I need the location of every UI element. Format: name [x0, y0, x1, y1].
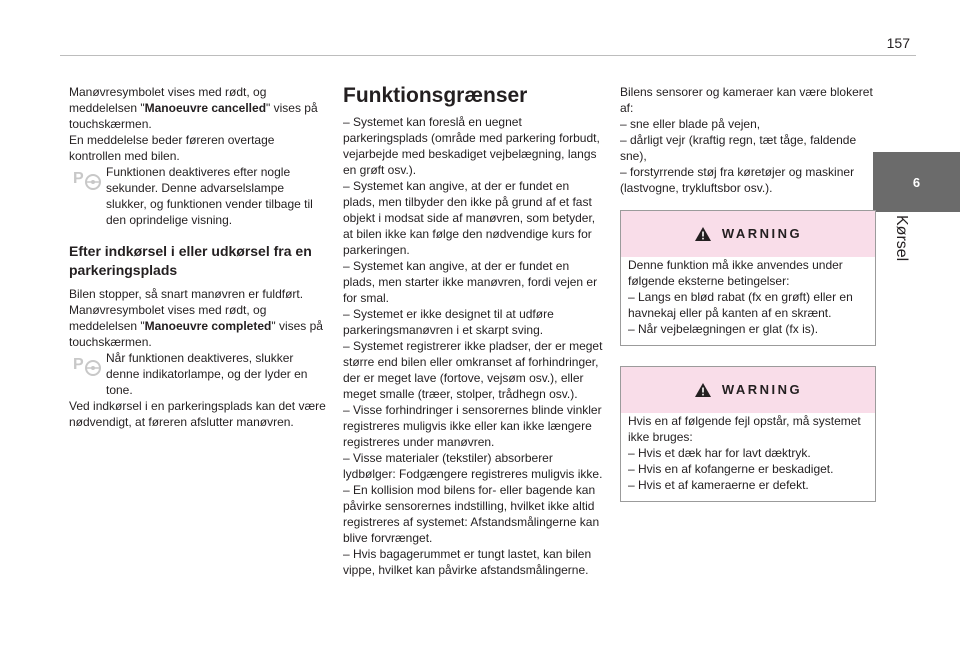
blocked-item: – sne eller blade på vejen, — [620, 117, 761, 131]
section-heading-parking: Efter indkørsel i eller udkørsel fra en parkeringsplads — [69, 243, 312, 278]
limit-item: – Systemet registrerer ikke pladser, der er meget større end bilen eller omkranset af forhindringer, der er meget lave (fortove, vejsøm osv.), eller meget smalle (træer, stolper, trådhegn osv.). — [343, 339, 603, 401]
warning-body — [621, 257, 875, 337]
note-deactivation-text: Funktionen deaktiveres efter nogle sekunder. Denne advarselslampe slukker, og funktionen vender tilbage til den oprindelige visning. — [106, 165, 313, 227]
column-middle — [343, 84, 603, 578]
warning-box-faults — [620, 366, 876, 502]
warning-box-conditions — [620, 210, 876, 346]
note-deactivation — [69, 164, 327, 228]
paragraph-blocked-intro: Bilens sensorer og kameraer kan være blokeret af: — [620, 85, 873, 115]
limit-item: – En kollision mod bilens for- eller bagende kan påvirke sensorernes indstilling, hvilket ikke altid registreres af systemet: Afstandsmålingerne kan blive forvrænget. — [343, 483, 600, 545]
chapter-title: Kørsel — [893, 215, 910, 262]
column-left — [69, 84, 327, 430]
warning-text: Denne funktion må ikke anvendes under følgende eksterne betingelser: — [628, 258, 843, 288]
note-indicator-text: Når funktionen deaktiveres, slukker denne indikatorlampe, og der lyder en tone. — [106, 351, 308, 397]
park-assist-warning-icon — [73, 167, 101, 191]
limit-item: – Hvis bagagerummet er tungt lastet, kan bilen vippe, hvilket kan påvirke afstandsmålingerne. — [343, 547, 592, 577]
paragraph-completed: Manøvresymbolet vises med rødt, og meddelelsen "Manoeuvre completed" vises på touchskærmen. — [69, 303, 323, 349]
warning-triangle-icon — [694, 226, 712, 242]
svg-text:P: P — [73, 356, 84, 373]
column-right — [620, 84, 876, 502]
warning-header — [621, 211, 875, 257]
limit-item: – Visse forhindringer i sensorernes blinde vinkler registreres muligvis ikke eller kan ikke længere registreres under manøvren. — [343, 403, 602, 449]
paragraph-stop: Bilen stopper, så snart manøvren er fuldført. — [69, 287, 304, 301]
note-indicator — [69, 350, 327, 398]
section-heading-limits: Funktionsgrænser — [343, 84, 528, 107]
chapter-tab — [873, 152, 960, 212]
limit-item: – Systemet er ikke designet til at udføre parkeringsmanøvren i et skarpt sving. — [343, 307, 554, 337]
park-assist-indicator-icon — [73, 353, 101, 377]
blocked-item: – forstyrrende støj fra køretøjer og maskiner (lastvogne, trykluftsbor osv.). — [620, 165, 855, 195]
page-number: 157 — [886, 35, 910, 51]
chapter-title-container — [880, 215, 940, 275]
warning-header — [621, 367, 875, 413]
limit-item: – Visse materialer (tekstiler) absorberer lydbølger: Fodgængere registreres muligvis ikke. — [343, 451, 603, 481]
paragraph-takeover: En meddelelse beder føreren overtage kontrollen med bilen. — [69, 133, 275, 163]
message-cancelled: Manoeuvre cancelled — [144, 101, 267, 115]
limit-item: – Systemet kan foreslå en uegnet parkeringsplads (område med parkering forbudt, vejarbejde med beskadiget vejbelægning, langs en grøft osv.). — [343, 115, 600, 177]
warning-title: WARNING — [721, 226, 803, 241]
message-completed: Manoeuvre completed — [144, 319, 272, 333]
warning-triangle-icon — [694, 382, 712, 398]
warning-item: – Hvis et dæk har for lavt dæktryk. — [628, 446, 811, 460]
warning-item: – Hvis en af kofangerne er beskadiget. — [628, 462, 834, 476]
paragraph-driver-finish: Ved indkørsel i en parkeringsplads kan det være nødvendigt, at føreren afslutter manøvren. — [69, 399, 326, 429]
chapter-number: 6 — [912, 174, 921, 190]
warning-body — [621, 413, 875, 493]
warning-item: – Hvis et af kameraerne er defekt. — [628, 478, 809, 492]
warning-text: Hvis en af følgende fejl opstår, må systemet ikke bruges: — [628, 414, 861, 444]
header-divider — [60, 55, 916, 56]
svg-text:P: P — [73, 170, 84, 187]
blocked-item: – dårligt vejr (kraftig regn, tæt tåge, faldende sne), — [620, 133, 857, 163]
warning-item: – Når vejbelægningen er glat (fx is). — [628, 322, 819, 336]
limit-item: – Systemet kan angive, at der er fundet en plads, men starter ikke manøvren, fordi vejen er for smal. — [343, 259, 598, 305]
warning-item: – Langs en blød rabat (fx en grøft) eller en havnekaj eller på kanten af en skrænt. — [628, 290, 853, 320]
warning-title: WARNING — [721, 382, 803, 397]
limit-item: – Systemet kan angive, at der er fundet en plads, men tilbyder den ikke på grund af et fast objekt i modsat side af manøvren, som betyder, at bilen ikke kan følge den nødvendige kurs for parkeringen. — [343, 179, 596, 257]
paragraph-cancelled: Manøvresymbolet vises med rødt, og meddelelsen "Manoeuvre cancelled" vises på touchskærmen. — [69, 85, 318, 131]
